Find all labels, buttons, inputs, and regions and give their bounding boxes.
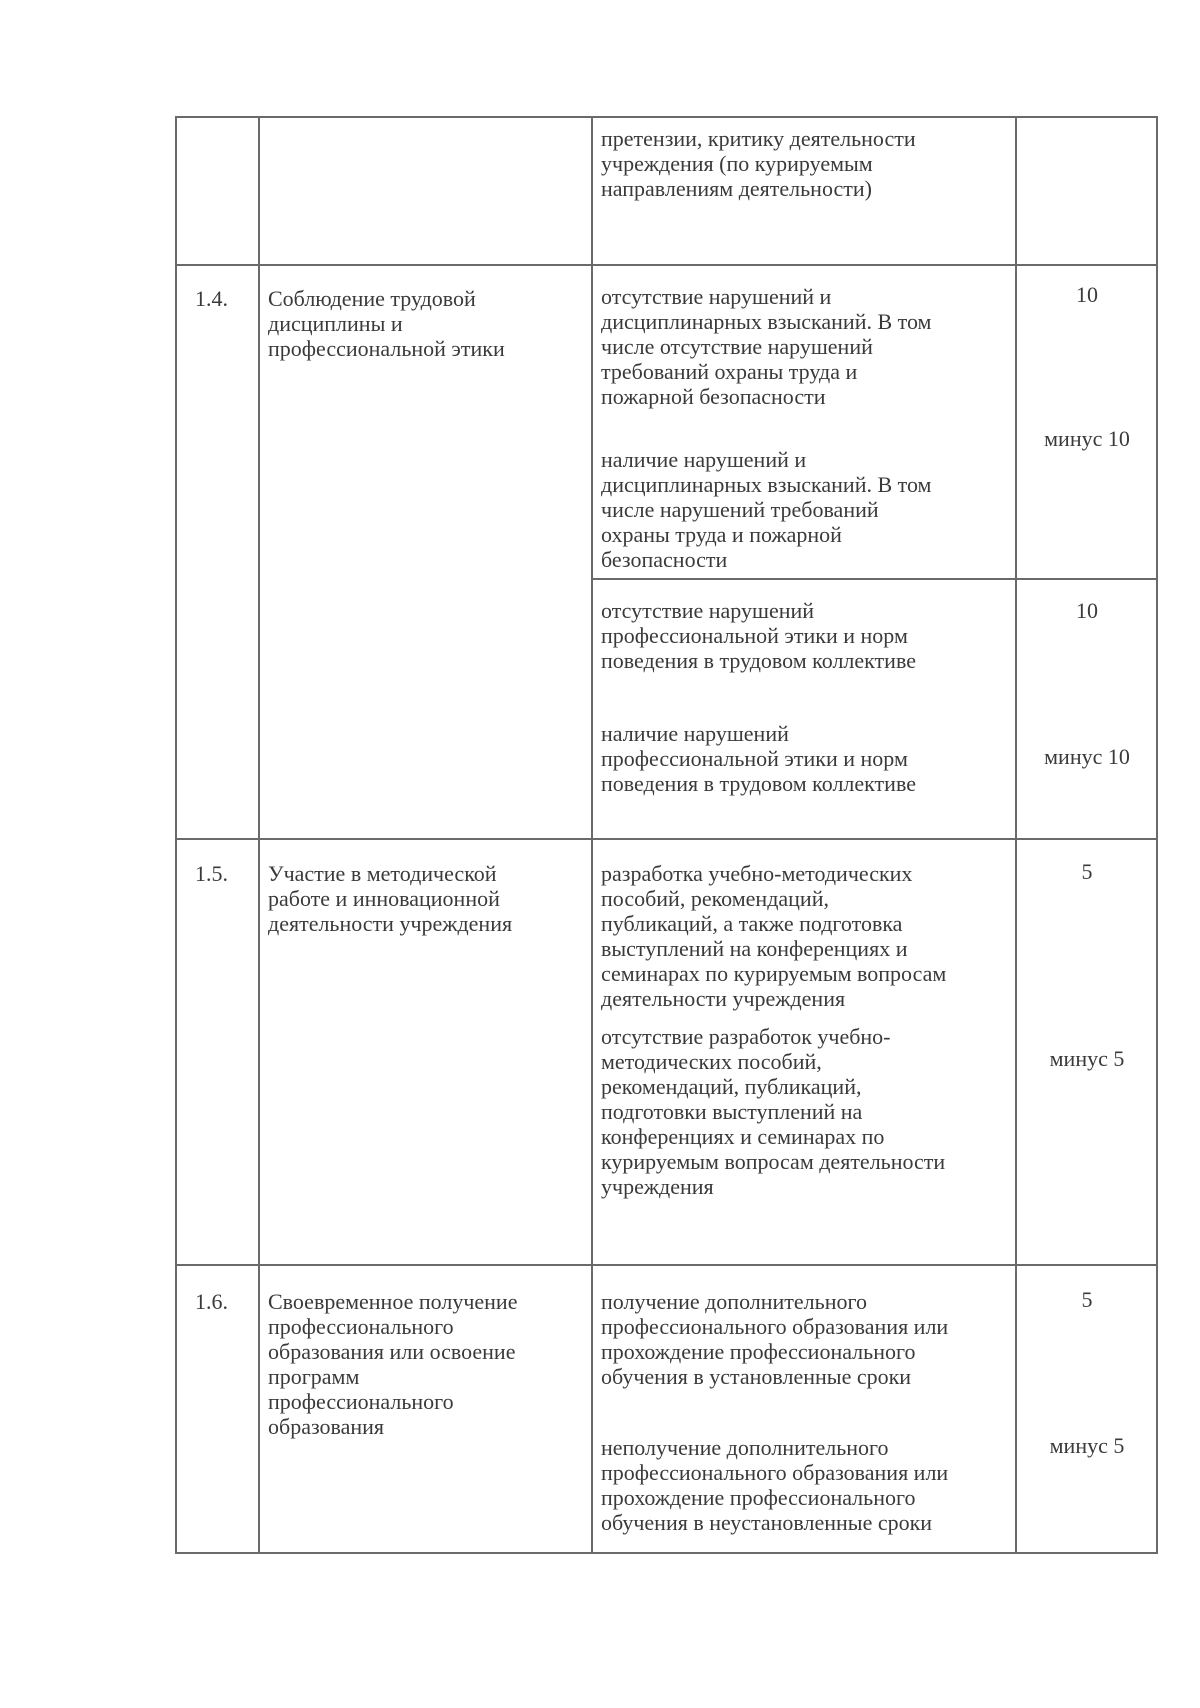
indicator-text: отсутствие нарушений профессиональной этики и норм поведения в трудовом коллективе [601, 598, 916, 673]
score-value: 10 [1076, 282, 1098, 307]
score-value: минус 5 [1049, 1433, 1125, 1458]
indicator-text: наличие нарушений профессиональной этики и норм поведения в трудовом коллективе [601, 721, 916, 796]
row-number: 1.4. [195, 286, 228, 311]
column-divider [591, 116, 593, 1554]
row-divider [175, 264, 1157, 266]
row-number: 1.5. [195, 861, 228, 886]
score-value: минус 5 [1049, 1046, 1125, 1071]
criterion-text: Участие в методической работе и инновационной деятельности учреждения [268, 861, 513, 936]
score-value: 5 [1081, 859, 1093, 884]
row-divider [591, 578, 1157, 580]
row-divider [175, 838, 1157, 840]
indicator-text: получение дополнительного профессионального образования или прохождение профессионального обучения в установленные сроки [601, 1289, 949, 1389]
criterion-text: Соблюдение трудовой дисциплины и профессиональной этики [268, 286, 505, 361]
indicator-text: отсутствие нарушений и дисциплинарных взысканий. В том числе отсутствие нарушений требований охраны труда и пожарной безопасности [601, 284, 932, 409]
indicator-text: неполучение дополнительного профессионального образования или прохождение профессионального обучения в неустановленные сроки [601, 1435, 949, 1535]
row-number: 1.6. [195, 1289, 228, 1314]
indicator-text: наличие нарушений и дисциплинарных взысканий. В том числе нарушений требований охраны труда и пожарной безопасности [601, 447, 932, 572]
score-value: 5 [1081, 1287, 1093, 1312]
column-divider [1015, 116, 1017, 1554]
indicator-text: претензии, критику деятельности учреждения (по курируемым направлениям деятельности) [601, 126, 916, 201]
column-divider [258, 116, 260, 1554]
score-value: минус 10 [1044, 426, 1130, 451]
score-value: 10 [1076, 598, 1098, 623]
table-border-bottom [175, 1552, 1157, 1554]
criteria-table [175, 116, 1157, 1554]
criterion-text: Своевременное получение профессионального образования или освоение программ профессионального образования [268, 1289, 518, 1439]
row-divider [175, 1264, 1157, 1266]
table-border-top [175, 116, 1157, 118]
indicator-text: отсутствие разработок учебно- методических пособий, рекомендаций, публикаций, подготовки выступлений на конференциях и семинарах по курируемым вопросам деятельности учреждения [601, 1024, 946, 1199]
table-border-left [175, 116, 177, 1554]
score-value: минус 10 [1044, 744, 1130, 769]
indicator-text: разработка учебно-методических пособий, рекомендаций, публикаций, а также подготовка выступлений на конференциях и семинарах по курируемым вопросам деятельности учреждения [601, 861, 947, 1011]
table-border-right [1156, 116, 1158, 1554]
